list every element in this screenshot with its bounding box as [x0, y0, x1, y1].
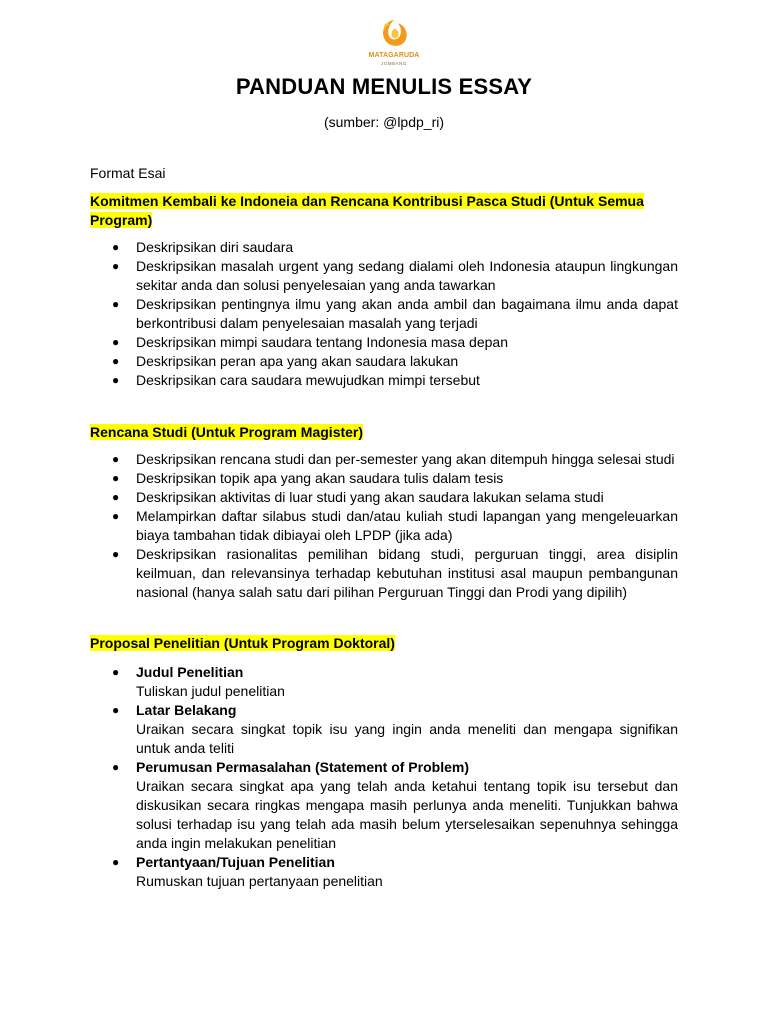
list-item-text: Deskripsikan mimpi saudara tentang Indonesia masa depan — [136, 334, 508, 350]
bullet-icon: ● — [112, 547, 120, 561]
section-heading-proposal — [90, 634, 678, 653]
bullet-icon: ● — [112, 452, 120, 466]
list-item-text: Melampirkan daftar silabus studi dan/atau kuliah studi lapangan yang mengeleuarkan biaya tambahan tidak dibiayai oleh LPDP (jika ada) — [136, 508, 678, 543]
bullet-icon: ● — [112, 471, 120, 485]
section-heading-text: Komitmen Kembali ke Indoneia dan Rencana Kontribusi Pasca Studi (Untuk Semua Program) — [90, 193, 644, 228]
list-item-text: Deskripsikan peran apa yang akan saudara lakukan — [136, 353, 459, 369]
document-body — [90, 164, 678, 891]
list-item-description: Uraikan secara singkat topik isu yang ingin anda meneliti dan mengapa signifikan untuk anda teliti — [136, 721, 678, 756]
list-item-text: Deskripsikan topik apa yang akan saudara tulis dalam tesis — [136, 470, 504, 486]
list-item-title: Judul Penelitian — [136, 664, 244, 680]
list-item — [90, 450, 678, 469]
list-item — [90, 758, 678, 853]
bullet-icon: ● — [112, 703, 120, 717]
matagaruda-logo — [366, 14, 422, 70]
list-item — [90, 352, 678, 371]
list-item — [90, 238, 678, 257]
bullet-icon: ● — [112, 509, 120, 523]
bullet-list-rencana-studi — [90, 450, 678, 602]
list-item — [90, 663, 678, 701]
list-item — [90, 257, 678, 295]
bullet-icon: ● — [112, 490, 120, 504]
list-item — [90, 545, 678, 602]
bullet-icon: ● — [112, 760, 120, 774]
list-item-text: Deskripsikan diri saudara — [136, 239, 294, 255]
list-item — [90, 853, 678, 891]
bullet-icon: ● — [112, 665, 120, 679]
bullet-icon: ● — [112, 335, 120, 349]
document-title: PANDUAN MENULIS ESSAY — [235, 74, 533, 99]
list-item — [90, 701, 678, 758]
bullet-icon: ● — [112, 855, 120, 869]
list-item — [90, 469, 678, 488]
list-item-text: Deskripsikan cara saudara mewujudkan mimpi tersebut — [136, 372, 480, 388]
list-item — [90, 507, 678, 545]
bullet-icon: ● — [112, 297, 120, 311]
section-heading-text: Proposal Penelitian (Untuk Program Doktoral) — [90, 635, 395, 651]
bullet-list-komitmen — [90, 238, 678, 390]
list-item-text: Deskripsikan pentingnya ilmu yang akan anda ambil dan bagaimana ilmu anda dapat berkontribusi dalam penyelesaian masalah yang terjadi — [136, 296, 678, 331]
list-item-text: Deskripsikan masalah urgent yang sedang dialami oleh Indonesia ataupun lingkungan sekitar anda dan solusi penyelesaian yang anda tawarkan — [136, 258, 678, 293]
list-item — [90, 333, 678, 352]
list-item-text: Deskripsikan rencana studi dan per-semester yang akan ditempuh hingga selesai studi — [136, 451, 675, 467]
section-heading-text: Rencana Studi (Untuk Program Magister) — [90, 424, 364, 440]
list-item-title: Latar Belakang — [136, 702, 237, 718]
bullet-icon: ● — [112, 240, 120, 254]
logo-name: MATAGARUDA — [368, 52, 420, 59]
format-label: Format Esai — [90, 165, 166, 181]
document-source: (sumber: @lpdp_ri) — [323, 114, 445, 130]
list-item-text: Deskripsikan aktivitas di luar studi yang akan saudara lakukan selama studi — [136, 489, 604, 505]
section-heading-rencana-studi — [90, 423, 678, 442]
list-item-title: Perumusan Permasalahan (Statement of Problem) — [136, 759, 469, 775]
bullet-icon: ● — [112, 373, 120, 387]
bullet-list-proposal — [90, 663, 678, 891]
list-item — [90, 371, 678, 390]
garuda-flame-icon — [376, 14, 412, 54]
list-item-description: Tuliskan judul penelitian — [136, 683, 285, 699]
list-item — [90, 488, 678, 507]
logo-subname: JOMBANG — [381, 61, 407, 66]
bullet-icon: ● — [112, 354, 120, 368]
section-heading-komitmen — [90, 192, 678, 230]
list-item-description: Uraikan secara singkat apa yang telah anda ketahui tentang topik isu tersebut dan diskusikan secara ringkas mengapa masih perlunya anda meneliti. Tunjukkan bahwa solusi terhadap isu yang telah ada masih belum yterselesaikan sepenuhnya sehingga anda ingin melakukan penelitian — [136, 778, 678, 851]
list-item-title: Pertantyaan/Tujuan Penelitian — [136, 854, 335, 870]
list-item-description: Rumuskan tujuan pertanyaan penelitian — [136, 873, 383, 889]
list-item-text: Deskripsikan rasionalitas pemilihan bidang studi, perguruan tinggi, area disiplin keilmuan, dan relevansinya terhadap kebutuhan institusi asal maupun pembangunan nasional (hanya salah satu dari pilihan Perguruan Tinggi dan Prodi yang dipilih) — [136, 546, 678, 600]
list-item — [90, 295, 678, 333]
bullet-icon: ● — [112, 259, 120, 273]
